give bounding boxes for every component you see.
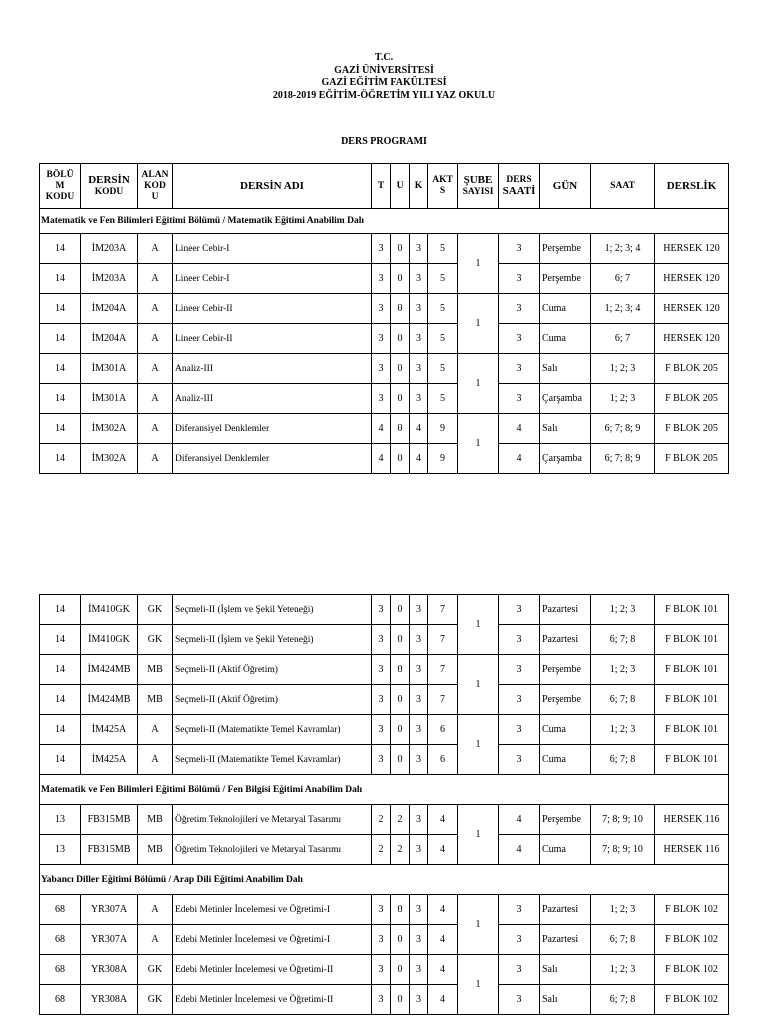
cell-t: 3 xyxy=(372,264,391,294)
cell-u: 0 xyxy=(391,925,410,955)
cell-bolum-kodu: 14 xyxy=(40,685,81,715)
cell-alan-kodu: MB xyxy=(138,805,173,835)
cell-saat: 6; 7; 8 xyxy=(591,925,655,955)
cell-bolum-kodu: 14 xyxy=(40,655,81,685)
section-header-row xyxy=(40,865,729,895)
cell-derslik: F BLOK 101 xyxy=(655,595,729,625)
cell-akts: 5 xyxy=(428,354,458,384)
cell-saat: 6; 7 xyxy=(591,264,655,294)
cell-bolum-kodu: 14 xyxy=(40,234,81,264)
header-tc: T.C. xyxy=(374,52,394,63)
cell-saat: 1; 2; 3 xyxy=(591,595,655,625)
table-row xyxy=(40,955,729,985)
cell-gun: Cuma xyxy=(540,324,591,354)
cell-u: 0 xyxy=(391,715,410,745)
cell-alan-kodu: A xyxy=(138,384,173,414)
cell-derslik: F BLOK 102 xyxy=(655,955,729,985)
cell-bolum-kodu: 13 xyxy=(40,835,81,865)
cell-dersin-kodu: İM302A xyxy=(81,414,138,444)
cell-akts: 5 xyxy=(428,264,458,294)
table-row xyxy=(40,835,729,865)
cell-saat: 1; 2; 3 xyxy=(591,384,655,414)
cell-akts: 4 xyxy=(428,805,458,835)
col-k: K xyxy=(410,164,428,209)
cell-ders-saati: 3 xyxy=(499,625,540,655)
cell-derslik: HERSEK 120 xyxy=(655,234,729,264)
cell-k: 4 xyxy=(410,414,428,444)
cell-saat: 1; 2; 3; 4 xyxy=(591,234,655,264)
cell-alan-kodu: A xyxy=(138,264,173,294)
cell-akts: 6 xyxy=(428,745,458,775)
cell-u: 0 xyxy=(391,685,410,715)
cell-derslik: HERSEK 120 xyxy=(655,264,729,294)
cell-ders-saati: 3 xyxy=(499,234,540,264)
cell-gun: Cuma xyxy=(540,745,591,775)
cell-alan-kodu: A xyxy=(138,925,173,955)
cell-derslik: F BLOK 102 xyxy=(655,925,729,955)
table-row xyxy=(40,745,729,775)
cell-dersin-adi: Seçmeli-II (Aktif Öğretim) xyxy=(173,655,372,685)
cell-saat: 7; 8; 9; 10 xyxy=(591,805,655,835)
table-row xyxy=(40,985,729,1015)
schedule-table-1 xyxy=(39,163,729,474)
cell-k: 3 xyxy=(410,715,428,745)
cell-dersin-kodu: İM301A xyxy=(81,354,138,384)
cell-dersin-adi: Edebi Metinler İncelemesi ve Öğretimi-II xyxy=(173,985,372,1015)
cell-bolum-kodu: 14 xyxy=(40,264,81,294)
cell-t: 3 xyxy=(372,354,391,384)
cell-derslik: HERSEK 116 xyxy=(655,835,729,865)
cell-derslik: F BLOK 101 xyxy=(655,715,729,745)
cell-k: 3 xyxy=(410,655,428,685)
cell-ders-saati: 3 xyxy=(499,354,540,384)
header-university: GAZİ ÜNİVERSİTESİ xyxy=(334,64,434,76)
cell-ders-saati: 3 xyxy=(499,985,540,1015)
cell-alan-kodu: A xyxy=(138,895,173,925)
cell-derslik: F BLOK 205 xyxy=(655,414,729,444)
cell-alan-kodu: A xyxy=(138,354,173,384)
cell-t: 3 xyxy=(372,234,391,264)
cell-ders-saati: 3 xyxy=(499,294,540,324)
cell-alan-kodu: A xyxy=(138,414,173,444)
cell-saat: 1; 2; 3 xyxy=(591,955,655,985)
cell-t: 3 xyxy=(372,595,391,625)
cell-dersin-kodu: İM204A xyxy=(81,294,138,324)
cell-derslik: F BLOK 205 xyxy=(655,354,729,384)
cell-sube-sayisi: 1 xyxy=(458,595,499,655)
cell-gun: Salı xyxy=(540,955,591,985)
cell-akts: 5 xyxy=(428,234,458,264)
cell-alan-kodu: MB xyxy=(138,655,173,685)
cell-t: 3 xyxy=(372,324,391,354)
cell-bolum-kodu: 14 xyxy=(40,444,81,474)
table-row xyxy=(40,444,729,474)
cell-akts: 4 xyxy=(428,955,458,985)
cell-gun: Pazartesi xyxy=(540,595,591,625)
cell-dersin-adi: Seçmeli-II (Matematikte Temel Kavramlar) xyxy=(173,715,372,745)
cell-ders-saati: 4 xyxy=(499,805,540,835)
cell-gun: Perşembe xyxy=(540,685,591,715)
cell-bolum-kodu: 14 xyxy=(40,384,81,414)
cell-k: 3 xyxy=(410,625,428,655)
cell-saat: 6; 7; 8 xyxy=(591,745,655,775)
header-faculty: GAZİ EĞİTİM FAKÜLTESİ xyxy=(321,77,447,88)
cell-dersin-adi: Seçmeli-II (Matematikte Temel Kavramlar) xyxy=(173,745,372,775)
cell-saat: 7; 8; 9; 10 xyxy=(591,835,655,865)
col-ders-saati: DERS SAATİ xyxy=(499,164,540,209)
col-gun: GÜN xyxy=(540,164,591,209)
cell-u: 2 xyxy=(391,805,410,835)
cell-dersin-adi: Seçmeli-II (İşlem ve Şekil Yeteneği) xyxy=(173,595,372,625)
cell-k: 3 xyxy=(410,925,428,955)
cell-alan-kodu: GK xyxy=(138,595,173,625)
cell-dersin-kodu: FB315MB xyxy=(81,805,138,835)
col-alan-kodu: ALAN KOD U xyxy=(138,164,173,209)
cell-ders-saati: 3 xyxy=(499,655,540,685)
table-row xyxy=(40,625,729,655)
cell-u: 0 xyxy=(391,985,410,1015)
cell-derslik: F BLOK 205 xyxy=(655,444,729,474)
cell-u: 0 xyxy=(391,384,410,414)
table-row xyxy=(40,715,729,745)
cell-alan-kodu: A xyxy=(138,324,173,354)
col-dersin-kodu: DERSİN KODU xyxy=(81,164,138,209)
cell-t: 3 xyxy=(372,685,391,715)
cell-akts: 4 xyxy=(428,985,458,1015)
cell-u: 0 xyxy=(391,234,410,264)
cell-dersin-kodu: İM424MB xyxy=(81,655,138,685)
col-akts: AKT S xyxy=(428,164,458,209)
table-row xyxy=(40,805,729,835)
header-term: 2018-2019 EĞİTİM-ÖĞRETİM YILI YAZ OKULU xyxy=(272,89,496,101)
cell-k: 3 xyxy=(410,985,428,1015)
cell-saat: 1; 2; 3 xyxy=(591,354,655,384)
cell-k: 3 xyxy=(410,595,428,625)
table-row xyxy=(40,354,729,384)
cell-u: 0 xyxy=(391,414,410,444)
cell-u: 0 xyxy=(391,264,410,294)
cell-t: 3 xyxy=(372,294,391,324)
cell-k: 3 xyxy=(410,264,428,294)
cell-k: 3 xyxy=(410,835,428,865)
cell-akts: 7 xyxy=(428,595,458,625)
cell-gun: Pazartesi xyxy=(540,925,591,955)
cell-dersin-adi: Lineer Cebir-II xyxy=(173,294,372,324)
cell-alan-kodu: GK xyxy=(138,985,173,1015)
cell-dersin-adi: Diferansiyel Denklemler xyxy=(173,444,372,474)
cell-sube-sayisi: 1 xyxy=(458,715,499,775)
cell-k: 3 xyxy=(410,745,428,775)
cell-gun: Salı xyxy=(540,354,591,384)
cell-alan-kodu: A xyxy=(138,234,173,264)
cell-dersin-adi: Lineer Cebir-I xyxy=(173,234,372,264)
col-t: T xyxy=(372,164,391,209)
cell-dersin-adi: Analiz-III xyxy=(173,384,372,414)
cell-t: 3 xyxy=(372,895,391,925)
cell-dersin-kodu: YR308A xyxy=(81,955,138,985)
cell-u: 2 xyxy=(391,835,410,865)
cell-gun: Çarşamba xyxy=(540,444,591,474)
document-header xyxy=(0,52,768,102)
table-row xyxy=(40,655,729,685)
cell-k: 3 xyxy=(410,895,428,925)
cell-sube-sayisi: 1 xyxy=(458,805,499,865)
cell-t: 3 xyxy=(372,655,391,685)
cell-akts: 9 xyxy=(428,444,458,474)
cell-bolum-kodu: 68 xyxy=(40,895,81,925)
cell-u: 0 xyxy=(391,595,410,625)
col-derslik: DERSLİK xyxy=(655,164,729,209)
schedule-table-2 xyxy=(39,594,729,1015)
cell-t: 3 xyxy=(372,745,391,775)
cell-saat: 6; 7; 8 xyxy=(591,685,655,715)
cell-akts: 5 xyxy=(428,384,458,414)
table-row xyxy=(40,414,729,444)
cell-akts: 4 xyxy=(428,895,458,925)
cell-sube-sayisi: 1 xyxy=(458,294,499,354)
cell-ders-saati: 4 xyxy=(499,444,540,474)
cell-alan-kodu: A xyxy=(138,444,173,474)
cell-bolum-kodu: 68 xyxy=(40,985,81,1015)
cell-alan-kodu: A xyxy=(138,715,173,745)
cell-ders-saati: 3 xyxy=(499,324,540,354)
cell-u: 0 xyxy=(391,655,410,685)
cell-dersin-kodu: YR307A xyxy=(81,895,138,925)
cell-dersin-adi: Edebi Metinler İncelemesi ve Öğretimi-II xyxy=(173,955,372,985)
col-bolum-kodu: BÖLÜ M KODU xyxy=(40,164,81,209)
cell-k: 3 xyxy=(410,354,428,384)
cell-gun: Cuma xyxy=(540,715,591,745)
cell-akts: 4 xyxy=(428,925,458,955)
cell-u: 0 xyxy=(391,745,410,775)
cell-gun: Pazartesi xyxy=(540,625,591,655)
col-u: U xyxy=(391,164,410,209)
cell-gun: Cuma xyxy=(540,294,591,324)
cell-t: 3 xyxy=(372,955,391,985)
cell-ders-saati: 3 xyxy=(499,384,540,414)
cell-sube-sayisi: 1 xyxy=(458,354,499,414)
col-saat: SAAT xyxy=(591,164,655,209)
cell-akts: 9 xyxy=(428,414,458,444)
cell-dersin-kodu: İM301A xyxy=(81,384,138,414)
table-row xyxy=(40,324,729,354)
cell-alan-kodu: MB xyxy=(138,685,173,715)
cell-sube-sayisi: 1 xyxy=(458,955,499,1015)
cell-bolum-kodu: 68 xyxy=(40,955,81,985)
section-title: Yabancı Diller Eğitimi Bölümü / Arap Dili Eğitimi Anabilim Dalı xyxy=(40,865,729,895)
cell-gun: Perşembe xyxy=(540,655,591,685)
cell-ders-saati: 3 xyxy=(499,895,540,925)
cell-saat: 1; 2; 3 xyxy=(591,715,655,745)
cell-k: 3 xyxy=(410,685,428,715)
cell-gun: Perşembe xyxy=(540,264,591,294)
cell-t: 4 xyxy=(372,414,391,444)
cell-k: 3 xyxy=(410,384,428,414)
cell-ders-saati: 3 xyxy=(499,715,540,745)
cell-derslik: F BLOK 205 xyxy=(655,384,729,414)
cell-gun: Cuma xyxy=(540,835,591,865)
cell-bolum-kodu: 14 xyxy=(40,324,81,354)
cell-bolum-kodu: 13 xyxy=(40,805,81,835)
cell-alan-kodu: GK xyxy=(138,625,173,655)
cell-saat: 6; 7; 8; 9 xyxy=(591,414,655,444)
cell-k: 3 xyxy=(410,294,428,324)
cell-bolum-kodu: 14 xyxy=(40,294,81,324)
cell-akts: 6 xyxy=(428,715,458,745)
cell-saat: 1; 2; 3 xyxy=(591,895,655,925)
cell-ders-saati: 4 xyxy=(499,414,540,444)
cell-dersin-kodu: YR307A xyxy=(81,925,138,955)
cell-gun: Çarşamba xyxy=(540,384,591,414)
cell-gun: Perşembe xyxy=(540,234,591,264)
cell-dersin-kodu: YR308A xyxy=(81,985,138,1015)
cell-u: 0 xyxy=(391,955,410,985)
document-subtitle: DERS PROGRAMI xyxy=(341,136,427,147)
cell-dersin-adi: Edebi Metinler İncelemesi ve Öğretimi-I xyxy=(173,925,372,955)
cell-akts: 7 xyxy=(428,685,458,715)
section-title: Matematik ve Fen Bilimleri Eğitimi Bölümü / Fen Bilgisi Eğitimi Anabilim Dalı xyxy=(40,775,729,805)
cell-sube-sayisi: 1 xyxy=(458,655,499,715)
cell-derslik: F BLOK 101 xyxy=(655,685,729,715)
cell-ders-saati: 3 xyxy=(499,745,540,775)
table-row xyxy=(40,685,729,715)
cell-dersin-kodu: İM203A xyxy=(81,264,138,294)
cell-t: 3 xyxy=(372,384,391,414)
cell-saat: 6; 7; 8; 9 xyxy=(591,444,655,474)
cell-gun: Salı xyxy=(540,414,591,444)
cell-u: 0 xyxy=(391,354,410,384)
table-row xyxy=(40,234,729,264)
cell-ders-saati: 3 xyxy=(499,925,540,955)
cell-dersin-kodu: İM410GK xyxy=(81,595,138,625)
cell-saat: 1; 2; 3 xyxy=(591,655,655,685)
cell-sube-sayisi: 1 xyxy=(458,414,499,474)
cell-dersin-kodu: FB315MB xyxy=(81,835,138,865)
cell-ders-saati: 3 xyxy=(499,685,540,715)
cell-dersin-adi: Öğretim Teknolojileri ve Metaryal Tasarımı xyxy=(173,835,372,865)
cell-k: 3 xyxy=(410,805,428,835)
cell-u: 0 xyxy=(391,444,410,474)
cell-ders-saati: 3 xyxy=(499,264,540,294)
cell-dersin-adi: Diferansiyel Denklemler xyxy=(173,414,372,444)
cell-dersin-adi: Öğretim Teknolojileri ve Metaryal Tasarımı xyxy=(173,805,372,835)
cell-saat: 6; 7; 8 xyxy=(591,625,655,655)
cell-ders-saati: 3 xyxy=(499,595,540,625)
cell-k: 3 xyxy=(410,324,428,354)
cell-ders-saati: 4 xyxy=(499,835,540,865)
col-sube-sayisi: ŞUBE SAYISI xyxy=(458,164,499,209)
cell-dersin-kodu: İM204A xyxy=(81,324,138,354)
cell-dersin-kodu: İM425A xyxy=(81,745,138,775)
cell-dersin-adi: Lineer Cebir-I xyxy=(173,264,372,294)
section-header-row xyxy=(40,209,729,234)
cell-t: 3 xyxy=(372,985,391,1015)
cell-t: 3 xyxy=(372,715,391,745)
cell-saat: 6; 7; 8 xyxy=(591,985,655,1015)
table-row xyxy=(40,384,729,414)
cell-t: 2 xyxy=(372,835,391,865)
cell-bolum-kodu: 14 xyxy=(40,625,81,655)
cell-derslik: HERSEK 120 xyxy=(655,324,729,354)
cell-derslik: HERSEK 116 xyxy=(655,805,729,835)
col-dersin-adi: DERSİN ADI xyxy=(173,164,372,209)
cell-dersin-adi: Seçmeli-II (İşlem ve Şekil Yeteneği) xyxy=(173,625,372,655)
cell-akts: 5 xyxy=(428,324,458,354)
section-title: Matematik ve Fen Bilimleri Eğitimi Bölümü / Matematik Eğitimi Anabilim Dalı xyxy=(40,209,729,234)
cell-derslik: F BLOK 102 xyxy=(655,985,729,1015)
cell-u: 0 xyxy=(391,625,410,655)
cell-bolum-kodu: 68 xyxy=(40,925,81,955)
cell-akts: 5 xyxy=(428,294,458,324)
cell-alan-kodu: A xyxy=(138,745,173,775)
cell-t: 3 xyxy=(372,625,391,655)
cell-gun: Perşembe xyxy=(540,805,591,835)
cell-bolum-kodu: 14 xyxy=(40,745,81,775)
cell-derslik: F BLOK 102 xyxy=(655,895,729,925)
table-row xyxy=(40,264,729,294)
cell-dersin-adi: Seçmeli-II (Aktif Öğretim) xyxy=(173,685,372,715)
table-row xyxy=(40,294,729,324)
cell-u: 0 xyxy=(391,294,410,324)
table-row xyxy=(40,595,729,625)
table-header-row xyxy=(40,164,729,209)
cell-dersin-adi: Lineer Cebir-II xyxy=(173,324,372,354)
cell-derslik: F BLOK 101 xyxy=(655,625,729,655)
cell-k: 4 xyxy=(410,444,428,474)
cell-t: 4 xyxy=(372,444,391,474)
table-row xyxy=(40,925,729,955)
cell-dersin-kodu: İM302A xyxy=(81,444,138,474)
cell-akts: 7 xyxy=(428,655,458,685)
cell-akts: 4 xyxy=(428,835,458,865)
cell-dersin-kodu: İM424MB xyxy=(81,685,138,715)
cell-alan-kodu: MB xyxy=(138,835,173,865)
cell-t: 2 xyxy=(372,805,391,835)
cell-akts: 7 xyxy=(428,625,458,655)
cell-gun: Salı xyxy=(540,985,591,1015)
cell-derslik: F BLOK 101 xyxy=(655,655,729,685)
cell-derslik: HERSEK 120 xyxy=(655,294,729,324)
cell-k: 3 xyxy=(410,955,428,985)
table-row xyxy=(40,895,729,925)
cell-k: 3 xyxy=(410,234,428,264)
cell-u: 0 xyxy=(391,895,410,925)
cell-alan-kodu: A xyxy=(138,294,173,324)
cell-bolum-kodu: 14 xyxy=(40,414,81,444)
cell-ders-saati: 3 xyxy=(499,955,540,985)
cell-gun: Pazartesi xyxy=(540,895,591,925)
cell-bolum-kodu: 14 xyxy=(40,595,81,625)
cell-dersin-kodu: İM425A xyxy=(81,715,138,745)
cell-dersin-adi: Edebi Metinler İncelemesi ve Öğretimi-I xyxy=(173,895,372,925)
cell-dersin-adi: Analiz-III xyxy=(173,354,372,384)
cell-alan-kodu: GK xyxy=(138,955,173,985)
cell-saat: 6; 7 xyxy=(591,324,655,354)
section-header-row xyxy=(40,775,729,805)
cell-derslik: F BLOK 101 xyxy=(655,745,729,775)
cell-bolum-kodu: 14 xyxy=(40,715,81,745)
cell-u: 0 xyxy=(391,324,410,354)
cell-t: 3 xyxy=(372,925,391,955)
cell-dersin-kodu: İM203A xyxy=(81,234,138,264)
cell-sube-sayisi: 1 xyxy=(458,895,499,955)
cell-dersin-kodu: İM410GK xyxy=(81,625,138,655)
cell-sube-sayisi: 1 xyxy=(458,234,499,294)
cell-bolum-kodu: 14 xyxy=(40,354,81,384)
cell-saat: 1; 2; 3; 4 xyxy=(591,294,655,324)
